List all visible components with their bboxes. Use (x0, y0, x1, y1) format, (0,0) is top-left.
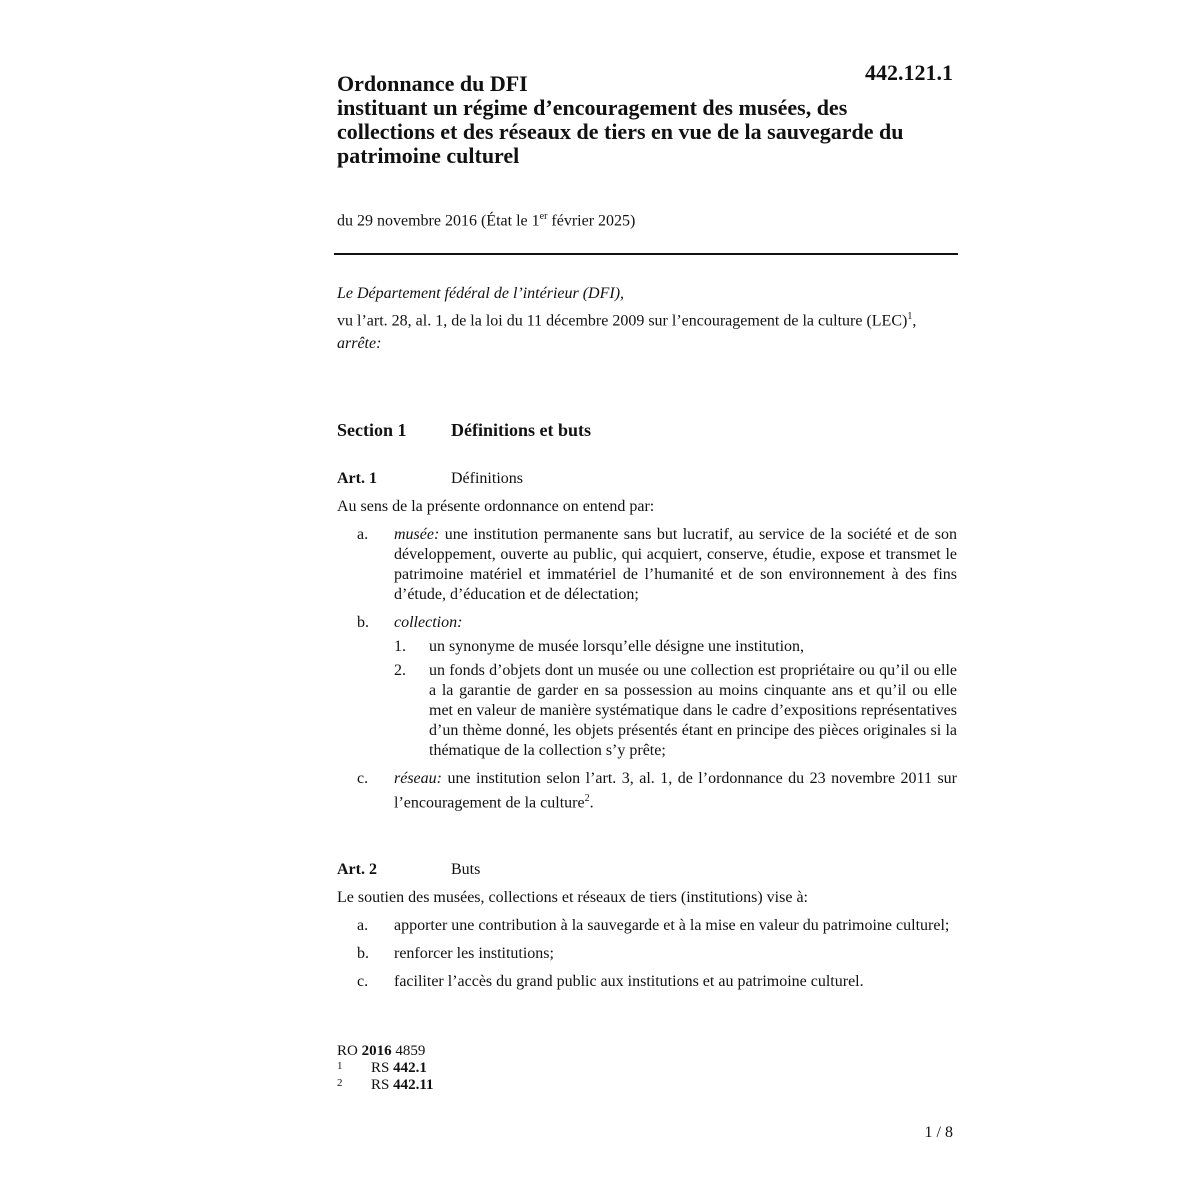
page-number: 1 / 8 (924, 1124, 953, 1141)
article-1-title: Définitions (451, 470, 523, 487)
footnote-ref-2: 2 (584, 793, 590, 804)
item-letter: a. (357, 917, 369, 934)
list-item-a (337, 916, 957, 936)
article-1-intro: Au sens de la présente ordonnance on entend par: (337, 498, 655, 515)
article-2-number: Art. 2 (337, 861, 377, 878)
preamble-authority: Le Département fédéral de l’intérieur (DFI), (337, 285, 625, 302)
footnote-reference: 442.1 (393, 1060, 427, 1076)
date-pre: du 29 novembre 2016 (État le 1 (337, 212, 540, 230)
item-term: collection: (394, 614, 463, 631)
date-sup: er (539, 211, 548, 222)
article-2 (337, 860, 957, 1000)
item-term: réseau: (394, 770, 442, 787)
item-text: une institution selon l’art. 3, al. 1, de l’ordonnance du 23 novembre 2011 sur l’encouragement de la culture (394, 770, 957, 812)
ro-reference (337, 1043, 434, 1060)
date-line (337, 211, 635, 230)
preamble-basis-text: vu l’art. 28, al. 1, de la loi du 11 décembre 2009 sur l’encouragement de la culture (LEC) (337, 312, 908, 330)
item-letter: c. (357, 770, 369, 787)
header-rule (334, 253, 958, 255)
sub-item-1 (394, 637, 957, 657)
sub-item-2 (394, 661, 957, 761)
document-number: 442.121.1 (865, 60, 953, 85)
list-item-b (337, 944, 957, 964)
footnote-reference: 442.11 (393, 1077, 434, 1093)
sub-item-text: un synonyme de musée lorsqu’elle désigne une institution, (429, 638, 805, 655)
article-1 (337, 469, 957, 821)
footnote-prefix: RS (371, 1060, 394, 1076)
item-end: . (589, 794, 594, 812)
title-line-1: Ordonnance du DFI (337, 71, 528, 96)
item-letter: b. (357, 945, 369, 962)
item-letter: b. (357, 614, 369, 631)
article-2-intro: Le soutien des musées, collections et réseaux de tiers (institutions) vise à: (337, 889, 808, 906)
item-text: renforcer les institutions; (394, 945, 554, 962)
list-item-c (337, 769, 957, 813)
document-page (337, 60, 957, 1160)
item-term: musée: (394, 526, 440, 543)
ro-page: 4859 (391, 1043, 426, 1059)
footnote-ref-1: 1 (907, 311, 913, 322)
date-post: février 2025) (547, 212, 636, 230)
preamble-basis-end: , (912, 312, 917, 330)
list-item-c (337, 972, 957, 992)
footnotes (337, 1043, 434, 1094)
section-heading (337, 420, 591, 441)
item-letter: a. (357, 526, 369, 543)
footnote-2 (337, 1077, 434, 1094)
list-item-a (337, 525, 957, 605)
item-text: une institution permanente sans but lucratif, au service de la société et de son développement, ouverte au public, qui acquiert, conserve, étudie, expose et transmet le patrimoine matériel et immatériel de l’humanité et de son environnement à des fins d’étude, d’éducation et de délectation; (394, 526, 957, 603)
footnote-number: 1 (337, 1060, 343, 1072)
article-1-heading (337, 469, 957, 489)
footnote-1 (337, 1060, 434, 1077)
ro-year: 2016 (361, 1043, 392, 1059)
sub-item-number: 2. (394, 662, 406, 679)
footnote-prefix: RS (371, 1077, 394, 1093)
footnote-number: 2 (337, 1077, 343, 1089)
title-rest: instituant un régime d’encouragement des musées, des collections et des réseaux de tiers en vue de la sauvegarde du patrimoine culturel (337, 95, 904, 168)
section-title: Définitions et buts (451, 420, 592, 440)
document-title (337, 72, 947, 168)
preamble-basis (337, 307, 957, 331)
list-item-b (337, 613, 957, 761)
item-text: apporter une contribution à la sauvegarde et à la mise en valeur du patrimoine culturel; (394, 917, 950, 934)
item-letter: c. (357, 973, 369, 990)
article-2-heading (337, 860, 957, 880)
item-text: faciliter l’accès du grand public aux institutions et au patrimoine culturel. (394, 973, 864, 990)
section-number: Section 1 (337, 420, 407, 440)
article-2-title: Buts (451, 861, 481, 878)
preamble-decree: arrête: (337, 335, 382, 353)
ro-prefix: RO (337, 1043, 362, 1059)
sub-item-text: un fonds d’objets dont un musée ou une collection est propriétaire ou qu’il ou elle a la garantie de garder en sa possession au moins cinquante ans et qu’il ou elle met en valeur de manière systématique dans le cadre d’expositions représentatives d’un thème donné, les objets présentés étant en principe des pièces originales si la thématique de la collection s’y prête; (429, 662, 957, 759)
article-1-number: Art. 1 (337, 470, 377, 487)
sub-item-number: 1. (394, 638, 406, 655)
preamble (337, 284, 957, 357)
